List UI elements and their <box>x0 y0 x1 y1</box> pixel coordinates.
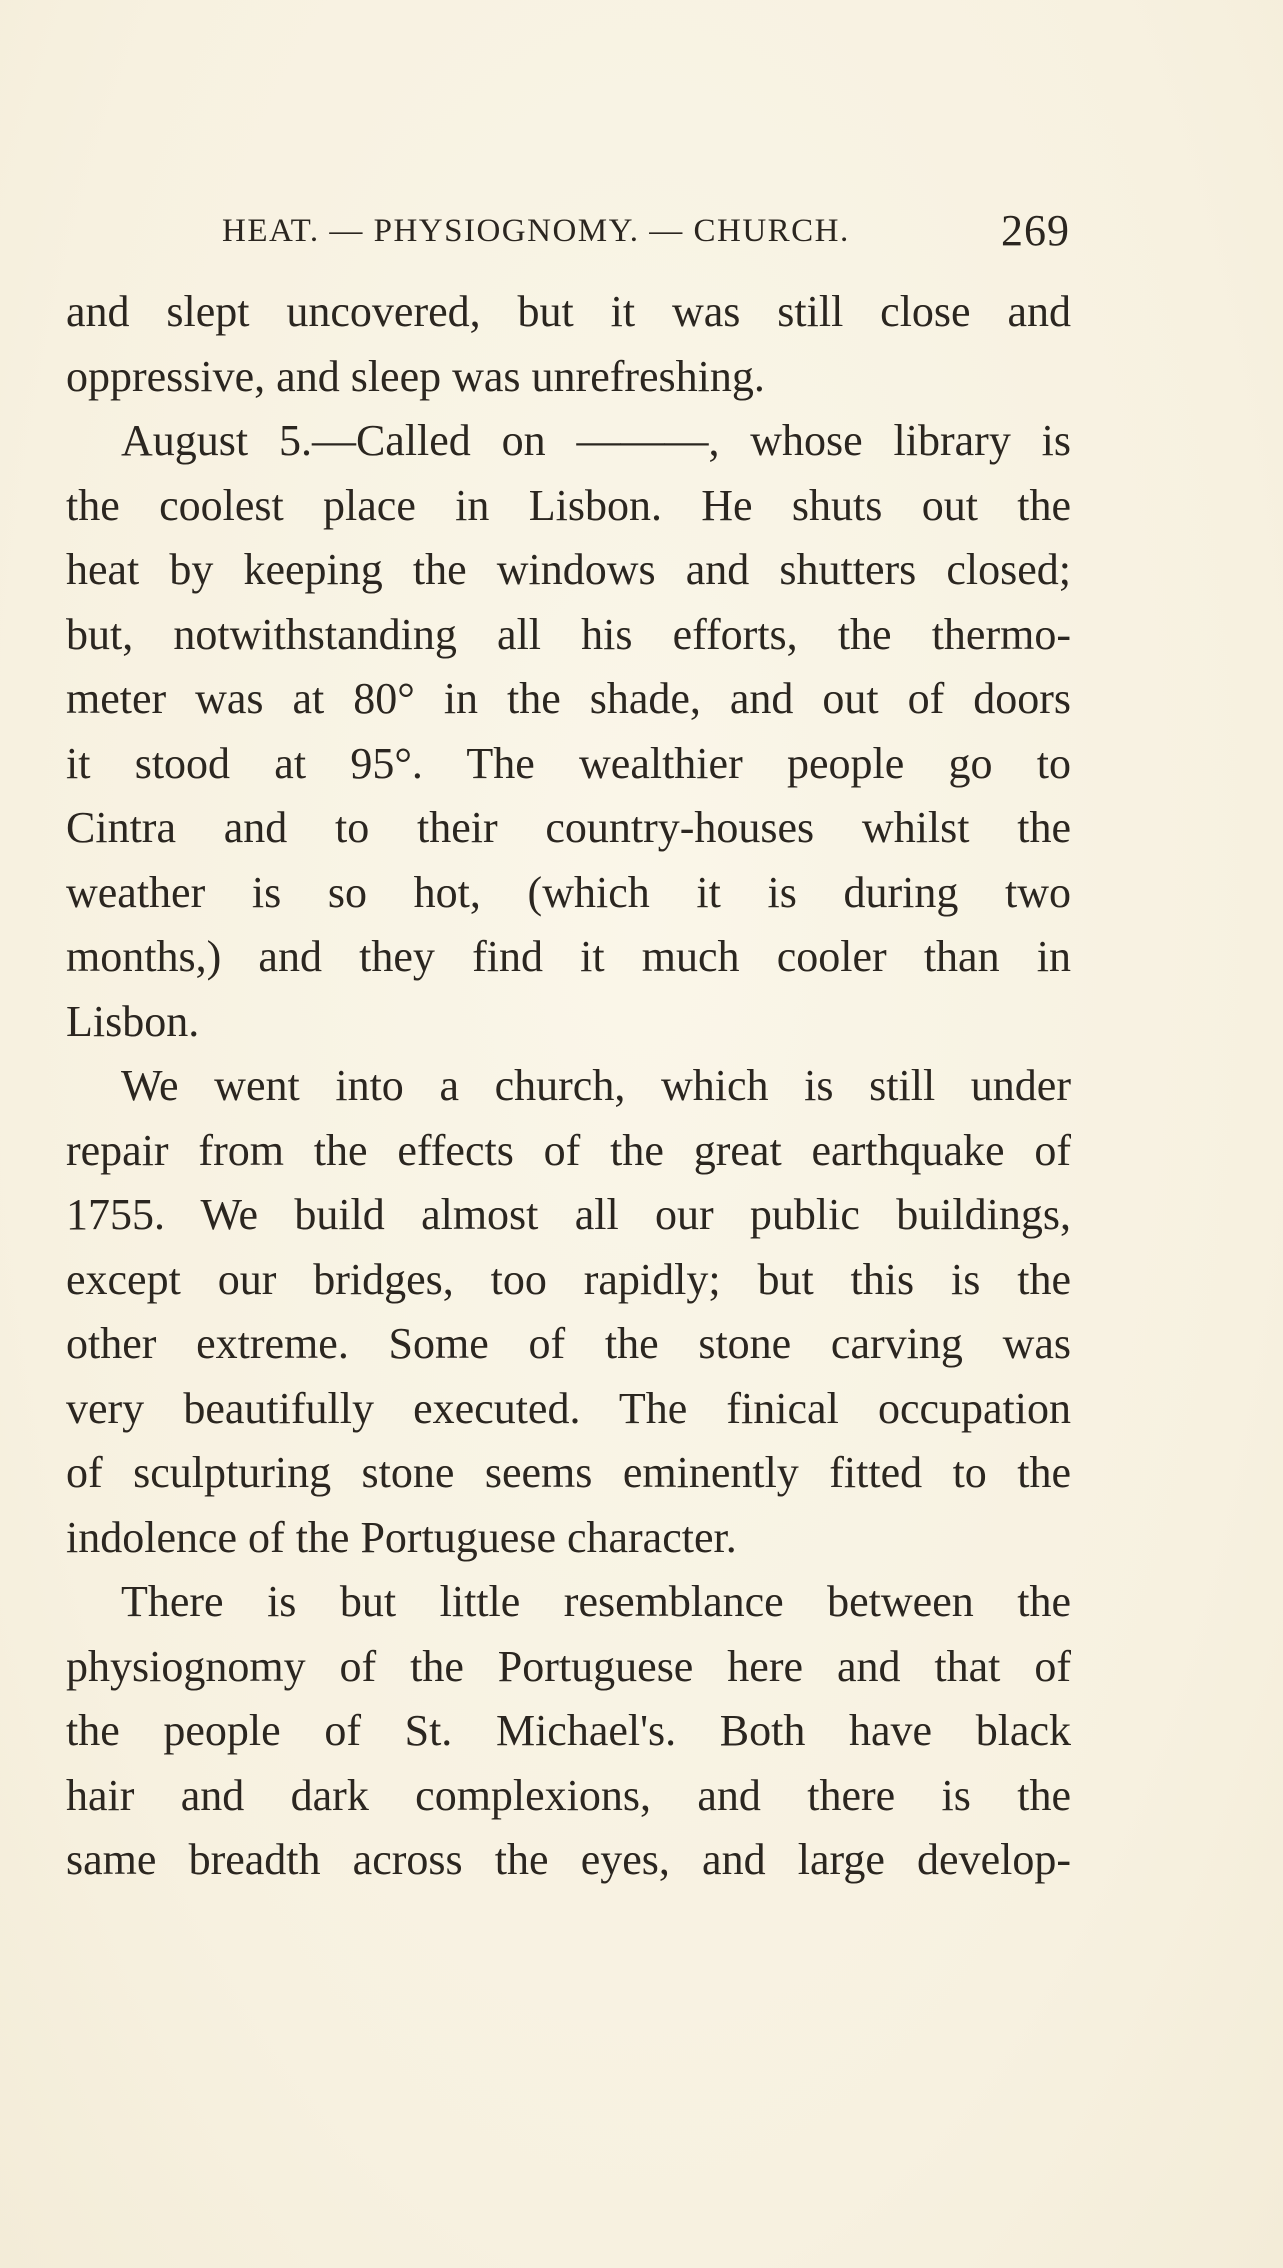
text-line: but, notwithstanding all his efforts, the thermo- <box>66 609 1071 659</box>
text-line: same breadth across the eyes, and large develop- <box>66 1835 1071 1884</box>
text-line: other extreme. Some of the stone carving was <box>66 1319 1071 1368</box>
text-line: There is but little resemblance between the <box>121 1577 1071 1626</box>
text-line: and slept uncovered, but it was still close and <box>66 287 1071 336</box>
text-line: the people of St. Michael's. Both have black <box>66 1706 1071 1755</box>
text-line: indolence of the Portuguese character. <box>66 1512 737 1562</box>
text-line: physiognomy of the Portuguese here and that of <box>66 1641 1071 1691</box>
running-head: HEAT. — PHYSIOGNOMY. — CHURCH. <box>222 213 850 249</box>
body-text <box>66 280 1071 1893</box>
text-line: oppressive, and sleep was unrefreshing. <box>66 351 765 401</box>
text-line: Lisbon. <box>66 996 200 1046</box>
page-number: 269 <box>1001 206 1070 255</box>
text-line: except our bridges, too rapidly; but this is the <box>66 1254 1071 1304</box>
text-line: of sculpturing stone seems eminently fitted to the <box>66 1448 1071 1497</box>
text-line: August 5.—Called on ———, whose library is <box>121 416 1071 465</box>
text-line: very beautifully executed. The finical occupation <box>66 1383 1071 1433</box>
text-line: it stood at 95°. The wealthier people go to <box>66 738 1071 788</box>
text-line: repair from the effects of the great earthquake of <box>66 1125 1071 1175</box>
page-header <box>222 205 1070 265</box>
text-line: Cintra and to their country-houses whilst the <box>66 803 1071 852</box>
text-line: months,) and they find it much cooler than in <box>66 932 1071 981</box>
text-line: heat by keeping the windows and shutters closed; <box>66 545 1071 594</box>
text-line: weather is so hot, (which it is during two <box>66 867 1071 917</box>
text-line: meter was at 80° in the shade, and out of doors <box>66 674 1071 723</box>
text-line: 1755. We build almost all our public buildings, <box>66 1190 1071 1239</box>
text-line: hair and dark complexions, and there is the <box>66 1770 1071 1820</box>
text-line: We went into a church, which is still under <box>121 1061 1071 1110</box>
text-line: the coolest place in Lisbon. He shuts out the <box>66 480 1071 530</box>
